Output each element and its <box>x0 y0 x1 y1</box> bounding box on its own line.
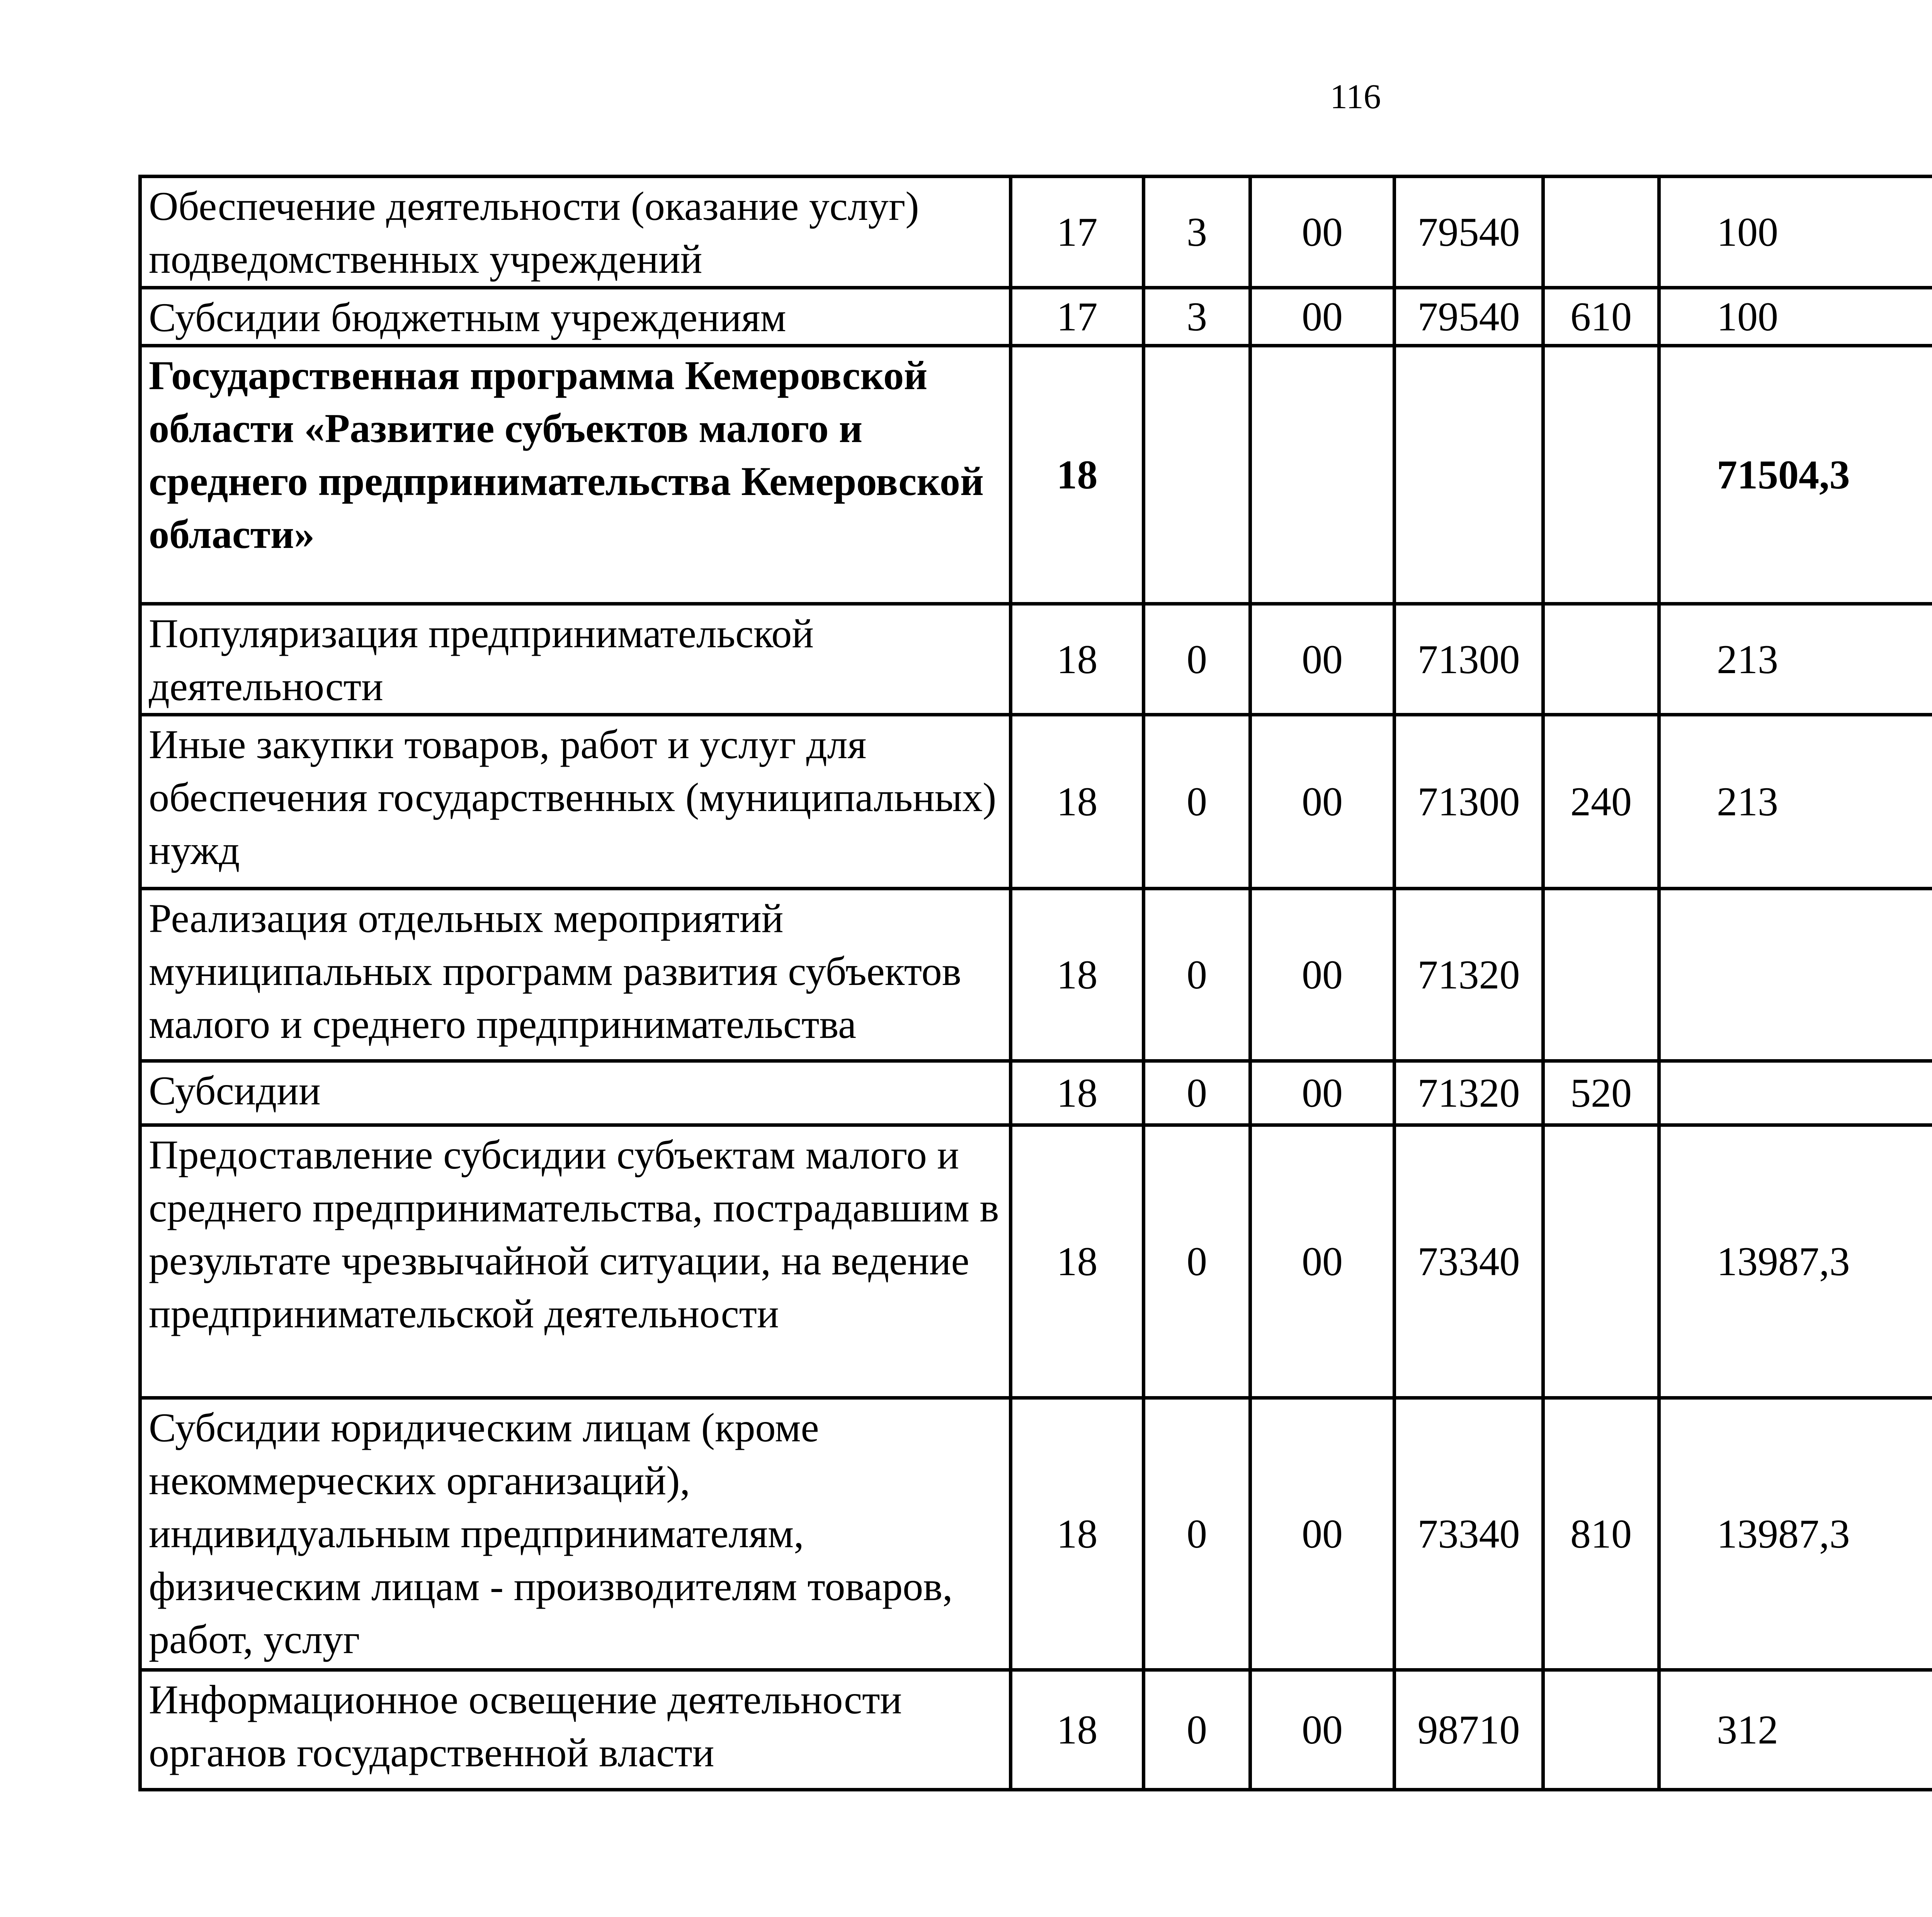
table-row <box>140 1125 1932 1398</box>
subprogram-code: 3 <box>1144 177 1250 288</box>
expense-code: 71320 <box>1395 1061 1543 1125</box>
expense-type-code <box>1543 346 1659 604</box>
direction-code: 00 <box>1250 1125 1395 1398</box>
expense-type-code <box>1543 177 1659 288</box>
row-name: Информационное освещение деятельности органов государственной власти <box>140 1670 1011 1790</box>
expense-type-code <box>1543 1125 1659 1398</box>
row-name: Субсидии <box>140 1061 1011 1125</box>
subprogram-code: 0 <box>1144 1125 1250 1398</box>
amount-year-1: 312 <box>1659 1670 1932 1790</box>
subprogram-code: 3 <box>1144 288 1250 346</box>
direction-code: 00 <box>1250 288 1395 346</box>
expense-code: 71320 <box>1395 889 1543 1061</box>
budget-table <box>138 175 1932 1791</box>
amount-year-1: 71504,3 <box>1659 346 1932 604</box>
direction-code: 00 <box>1250 604 1395 715</box>
program-code: 18 <box>1011 604 1144 715</box>
amount-year-1: 100 <box>1659 288 1932 346</box>
program-code: 17 <box>1011 288 1144 346</box>
direction-code: 00 <box>1250 177 1395 288</box>
subprogram-code: 0 <box>1144 715 1250 889</box>
expense-code: 79540 <box>1395 288 1543 346</box>
amount-year-1: 100 <box>1659 177 1932 288</box>
row-name: Субсидии юридическим лицам (кроме некоммерческих организаций), индивидуальным предпринимателям, физическим лицам - производителям товаров, работ, услуг <box>140 1398 1011 1670</box>
subprogram-code: 0 <box>1144 889 1250 1061</box>
direction-code: 00 <box>1250 1398 1395 1670</box>
expense-type-code: 610 <box>1543 288 1659 346</box>
expense-code: 73340 <box>1395 1398 1543 1670</box>
direction-code: 00 <box>1250 715 1395 889</box>
amount-year-1 <box>1659 889 1932 1061</box>
row-name: Реализация отдельных мероприятий муниципальных программ развития субъектов малого и среднего предпринимательства <box>140 889 1011 1061</box>
table-row <box>140 1670 1932 1790</box>
direction-code <box>1250 346 1395 604</box>
amount-year-1 <box>1659 1061 1932 1125</box>
program-code: 18 <box>1011 1061 1144 1125</box>
page-number: 116 <box>1330 78 1381 116</box>
table-row <box>140 1061 1932 1125</box>
budget-table-body <box>140 177 1932 1790</box>
table-row <box>140 177 1932 288</box>
expense-type-code <box>1543 1670 1659 1790</box>
expense-code: 71300 <box>1395 715 1543 889</box>
subprogram-code <box>1144 346 1250 604</box>
amount-year-1: 13987,3 <box>1659 1125 1932 1398</box>
amount-year-1: 13987,3 <box>1659 1398 1932 1670</box>
table-row <box>140 1398 1932 1670</box>
expense-code: 71300 <box>1395 604 1543 715</box>
subprogram-code: 0 <box>1144 1670 1250 1790</box>
direction-code: 00 <box>1250 1670 1395 1790</box>
expense-code <box>1395 346 1543 604</box>
expense-code: 79540 <box>1395 177 1543 288</box>
expense-type-code <box>1543 604 1659 715</box>
amount-year-1: 213 <box>1659 715 1932 889</box>
table-row <box>140 346 1932 604</box>
expense-type-code: 240 <box>1543 715 1659 889</box>
expense-type-code: 520 <box>1543 1061 1659 1125</box>
row-name: Обеспечение деятельности (оказание услуг) подведомственных учреждений <box>140 177 1011 288</box>
expense-type-code <box>1543 889 1659 1061</box>
subprogram-code: 0 <box>1144 604 1250 715</box>
program-code: 17 <box>1011 177 1144 288</box>
expense-code: 73340 <box>1395 1125 1543 1398</box>
row-name: Предоставление субсидии субъектам малого и среднего предпринимательства, пострадавшим в результате чрезвычайной ситуации, на ведение предпринимательской деятельности <box>140 1125 1011 1398</box>
table-row <box>140 715 1932 889</box>
table-row <box>140 889 1932 1061</box>
direction-code: 00 <box>1250 1061 1395 1125</box>
program-code: 18 <box>1011 715 1144 889</box>
row-name: Субсидии бюджетным учреждениям <box>140 288 1011 346</box>
subprogram-code: 0 <box>1144 1061 1250 1125</box>
table-row <box>140 288 1932 346</box>
direction-code: 00 <box>1250 889 1395 1061</box>
expense-code: 98710 <box>1395 1670 1543 1790</box>
table-row <box>140 604 1932 715</box>
program-code: 18 <box>1011 346 1144 604</box>
row-name: Иные закупки товаров, работ и услуг для обеспечения государственных (муниципальных) нужд <box>140 715 1011 889</box>
row-name: Государственная программа Кемеровской области «Развитие субъектов малого и среднего предпринимательства Кемеровской области» <box>140 346 1011 604</box>
row-name: Популяризация предпринимательской деятельности <box>140 604 1011 715</box>
program-code: 18 <box>1011 889 1144 1061</box>
program-code: 18 <box>1011 1125 1144 1398</box>
amount-year-1: 213 <box>1659 604 1932 715</box>
subprogram-code: 0 <box>1144 1398 1250 1670</box>
program-code: 18 <box>1011 1670 1144 1790</box>
expense-type-code: 810 <box>1543 1398 1659 1670</box>
program-code: 18 <box>1011 1398 1144 1670</box>
